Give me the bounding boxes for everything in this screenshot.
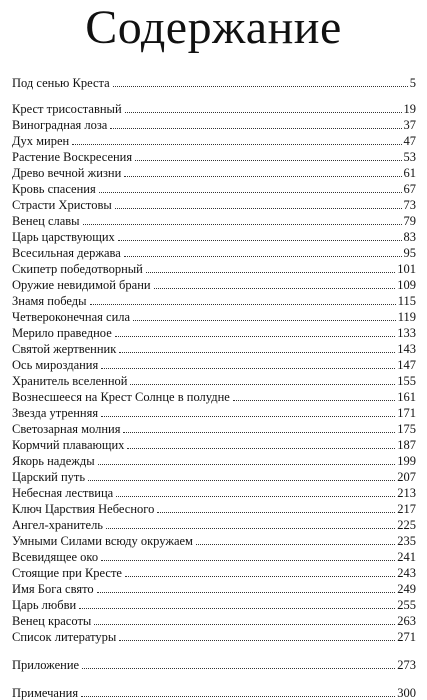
toc-entry-title: Якорь надежды: [12, 454, 95, 468]
dot-leader: [119, 640, 395, 641]
dot-leader: [146, 272, 395, 273]
toc-entry: [12, 500, 416, 516]
toc-entry-title: Растение Воскресения: [12, 150, 133, 164]
toc-entry-page-number: 115: [397, 294, 416, 308]
toc-entry-page-number: 101: [397, 262, 416, 276]
toc-entry-title: Древо вечной жизни: [12, 166, 122, 180]
toc-entry: [12, 132, 416, 148]
toc-entry: [12, 372, 416, 388]
toc-entry-title: Под сенью Креста: [12, 76, 110, 90]
toc-entry-title: Список литературы: [12, 630, 117, 644]
dot-leader: [98, 464, 396, 465]
toc-entry-page-number: 235: [397, 534, 416, 548]
toc-entry: [12, 196, 416, 212]
toc-entry-title: Царь любви: [12, 598, 77, 612]
toc-entry-page-number: 53: [403, 150, 416, 164]
toc-entry-title: Хранитель вселенной: [12, 374, 128, 388]
toc-entry: [12, 244, 416, 260]
toc-entry-title: Приложение: [12, 658, 80, 672]
dot-leader: [125, 112, 402, 113]
toc-entry-page-number: 199: [397, 454, 416, 468]
toc-entry-page-number: 147: [397, 358, 416, 372]
toc-entry-page-number: 207: [397, 470, 416, 484]
dot-leader: [127, 448, 395, 449]
dot-leader: [119, 352, 395, 353]
dot-leader: [106, 528, 395, 529]
toc-entry: [12, 436, 416, 452]
toc-entry-page-number: 61: [403, 166, 416, 180]
dot-leader: [90, 304, 396, 305]
toc-entry-title: Венец красоты: [12, 614, 92, 628]
dot-leader: [113, 86, 408, 87]
toc-entry-title: Звезда утренняя: [12, 406, 99, 420]
toc-entry: [12, 596, 416, 612]
toc-entry-title: Виноградная лоза: [12, 118, 108, 132]
dot-leader: [97, 592, 396, 593]
toc-entry-page-number: 241: [397, 550, 416, 564]
toc-entry: [12, 388, 416, 404]
toc-entry-title: Всевидящее око: [12, 550, 99, 564]
page-title: Содержание: [85, 1, 342, 54]
toc-entry-title: Страсти Христовы: [12, 198, 112, 212]
toc-entry-page-number: 171: [397, 406, 416, 420]
toc-entry-page-number: 161: [397, 390, 416, 404]
dot-leader: [118, 240, 402, 241]
toc-entry-title: Стоящие при Кресте: [12, 566, 122, 580]
toc-entry-page-number: 273: [397, 658, 416, 672]
toc-entry-title: Крест трисоставный: [12, 102, 122, 116]
dot-leader: [133, 320, 396, 321]
toc-entry-title: Кровь спасения: [12, 182, 96, 196]
dot-leader: [110, 128, 401, 129]
dot-leader: [81, 696, 395, 697]
toc-entry-page-number: 19: [403, 102, 416, 116]
toc-entry-page-number: 47: [403, 134, 416, 148]
dot-leader: [124, 256, 402, 257]
toc-entry-title: Царский путь: [12, 470, 86, 484]
toc-entry: [12, 684, 416, 700]
toc-entry: [12, 164, 416, 180]
toc-entry-page-number: 73: [403, 198, 416, 212]
dot-leader: [123, 432, 395, 433]
toc-entry: [12, 404, 416, 420]
toc-entry: [12, 100, 416, 116]
toc-entry-title: Светозарная молния: [12, 422, 121, 436]
dot-leader: [101, 416, 395, 417]
toc-entry-title: Кормчий плавающих: [12, 438, 125, 452]
toc-entry: [12, 308, 416, 324]
toc-entry-page-number: 300: [397, 686, 416, 700]
toc-entry: [12, 564, 416, 580]
dot-leader: [130, 384, 395, 385]
toc-entry-title: Вознесшееся на Крест Солнце в полудне: [12, 390, 230, 404]
toc-entry-page-number: 37: [403, 118, 416, 132]
dot-leader: [157, 512, 395, 513]
toc-entry-page-number: 243: [397, 566, 416, 580]
toc-entry-page-number: 79: [403, 214, 416, 228]
toc-entry-page-number: 119: [397, 310, 416, 324]
dot-leader: [116, 496, 395, 497]
toc-entry-page-number: 5: [409, 76, 416, 90]
dot-leader: [115, 336, 396, 337]
toc-entry: [12, 324, 416, 340]
toc-entry: [12, 516, 416, 532]
toc-entry: [12, 548, 416, 564]
toc-entry-page-number: 67: [403, 182, 416, 196]
dot-leader: [101, 560, 395, 561]
toc-entry-title: Ангел-хранитель: [12, 518, 104, 532]
dot-leader: [88, 480, 395, 481]
toc-entry: [12, 612, 416, 628]
dot-leader: [101, 368, 395, 369]
dot-leader: [79, 608, 395, 609]
toc-entry: [12, 452, 416, 468]
toc-entry-title: Небесная лествица: [12, 486, 114, 500]
toc-entry-page-number: 271: [397, 630, 416, 644]
toc-entry: [12, 340, 416, 356]
toc-entry-page-number: 217: [397, 502, 416, 516]
dot-leader: [115, 208, 402, 209]
toc-entry-title: Имя Бога свято: [12, 582, 94, 596]
dot-leader: [125, 576, 395, 577]
toc-entry: [12, 628, 416, 644]
toc-entry: [12, 468, 416, 484]
toc-entry-page-number: 255: [397, 598, 416, 612]
toc-entry-title: Святой жертвенник: [12, 342, 117, 356]
toc-entry: [12, 180, 416, 196]
dot-leader: [94, 624, 395, 625]
toc-entry: [12, 212, 416, 228]
toc-entry-title: Мерило праведное: [12, 326, 112, 340]
toc-entry-title: Ключ Царствия Небесного: [12, 502, 155, 516]
toc-entry-page-number: 263: [397, 614, 416, 628]
toc-entry-title: Всесильная держава: [12, 246, 121, 260]
dot-leader: [154, 288, 396, 289]
toc-entry: [12, 580, 416, 596]
toc-entry-page-number: 155: [397, 374, 416, 388]
toc-entry-page-number: 143: [397, 342, 416, 356]
toc-entry: [12, 356, 416, 372]
toc-entry-title: Дух мирен: [12, 134, 70, 148]
toc-entry-title: Знамя победы: [12, 294, 87, 308]
dot-leader: [72, 144, 401, 145]
toc-entry-page-number: 249: [397, 582, 416, 596]
toc-entry-page-number: 225: [397, 518, 416, 532]
toc-entry: [12, 116, 416, 132]
dot-leader: [83, 224, 402, 225]
toc-entry: [12, 656, 416, 672]
toc-entry-title: Оружие невидимой брани: [12, 278, 151, 292]
toc-entry-title: Четвероконечная сила: [12, 310, 131, 324]
toc-entry-page-number: 95: [403, 246, 416, 260]
toc-entry: [12, 532, 416, 548]
toc-entry: [12, 74, 416, 90]
toc-entry-title: Умными Силами всюду окружаем: [12, 534, 193, 548]
dot-leader: [233, 400, 395, 401]
dot-leader: [196, 544, 395, 545]
toc-entry-title: Примечания: [12, 686, 79, 700]
toc-entry: [12, 484, 416, 500]
dot-leader: [82, 668, 395, 669]
toc-entry: [12, 420, 416, 436]
toc-entry-page-number: 187: [397, 438, 416, 452]
toc-entry: [12, 260, 416, 276]
toc-entry-page-number: 109: [397, 278, 416, 292]
dot-leader: [99, 192, 402, 193]
toc-entry-page-number: 213: [397, 486, 416, 500]
toc-entry: [12, 148, 416, 164]
toc-entry: [12, 228, 416, 244]
toc-entry-title: Скипетр победотворный: [12, 262, 143, 276]
dot-leader: [124, 176, 401, 177]
toc-entry-page-number: 175: [397, 422, 416, 436]
toc-entry-page-number: 133: [397, 326, 416, 340]
dot-leader: [135, 160, 401, 161]
toc-entry: [12, 276, 416, 292]
toc-entry: [12, 292, 416, 308]
toc-entry-title: Венец славы: [12, 214, 80, 228]
toc-entry-page-number: 83: [403, 230, 416, 244]
toc-entry-title: Царь царствующих: [12, 230, 115, 244]
toc-entry-title: Ось мироздания: [12, 358, 99, 372]
